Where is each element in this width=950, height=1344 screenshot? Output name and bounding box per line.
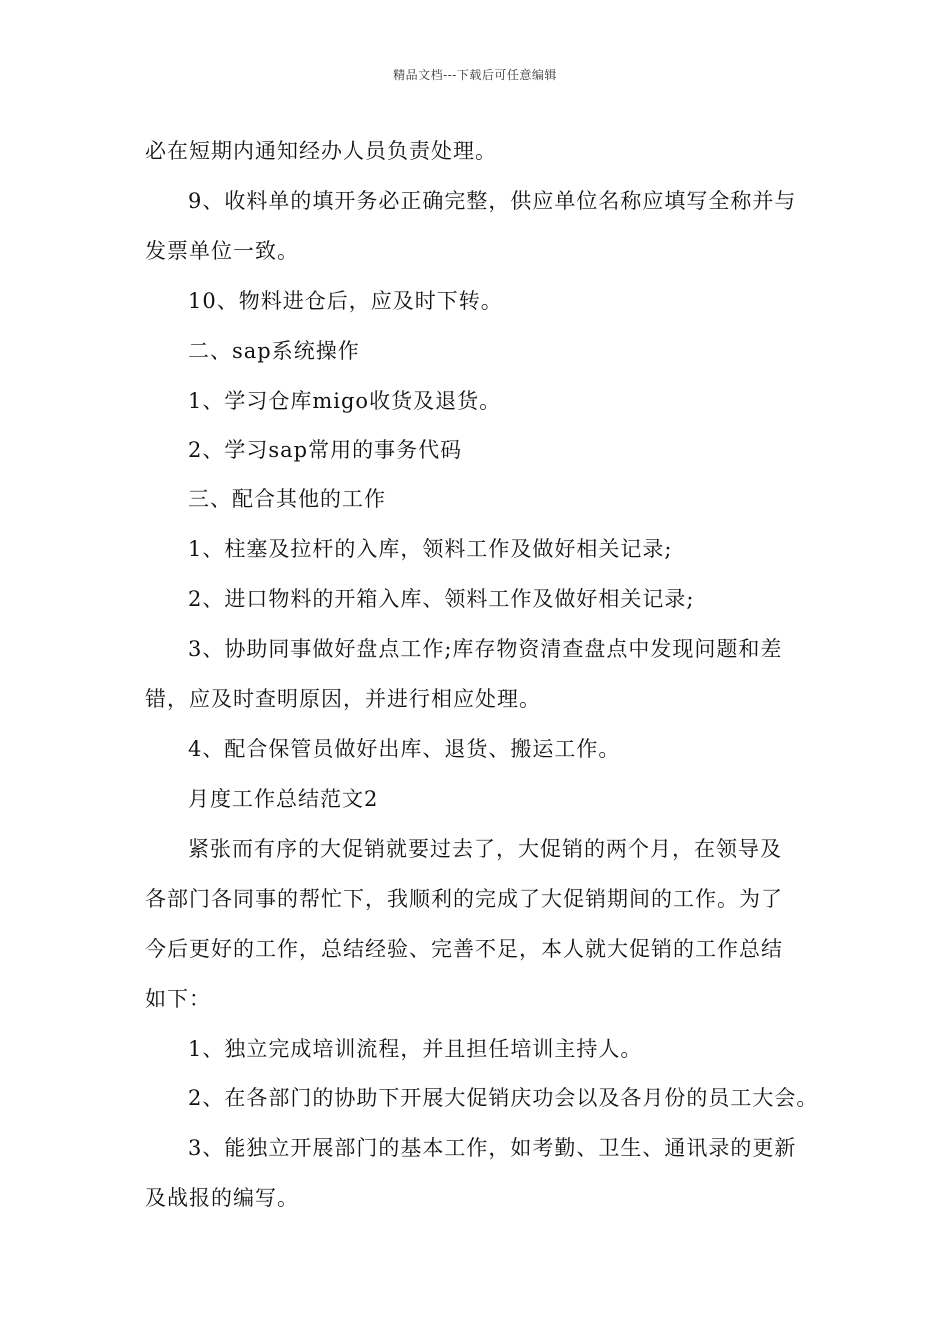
paragraph-line: 3、能独立开展部门的基本工作，如考勤、卫生、通讯录的更新 xyxy=(188,1136,797,1160)
paragraph-line: 紧张而有序的大促销就要过去了，大促销的两个月，在领导及 xyxy=(188,837,782,861)
section-heading: 二、sap系统操作 xyxy=(188,339,360,363)
section-heading: 三、配合其他的工作 xyxy=(188,487,386,511)
paragraph-line: 各部门各同事的帮忙下，我顺利的完成了大促销期间的工作。为了 xyxy=(145,887,783,911)
paragraph-line: 错，应及时查明原因，并进行相应处理。 xyxy=(145,687,541,711)
paragraph-line: 1、柱塞及拉杆的入库，领料工作及做好相关记录; xyxy=(188,537,673,561)
paragraph-line: 4、配合保管员做好出库、退货、搬运工作。 xyxy=(188,737,621,761)
paragraph-line: 3、协助同事做好盘点工作;库存物资清查盘点中发现问题和差 xyxy=(188,637,783,661)
page-header: 精品文档---下载后可任意编辑 xyxy=(393,68,557,82)
paragraph-line: 必在短期内通知经办人员负责处理。 xyxy=(145,139,497,163)
paragraph-line: 9、收料单的填开务必正确完整，供应单位名称应填写全称并与 xyxy=(188,189,797,213)
paragraph-line: 2、在各部门的协助下开展大促销庆功会以及各月份的员工大会。 xyxy=(188,1086,819,1110)
paragraph-line: 今后更好的工作，总结经验、完善不足，本人就大促销的工作总结 xyxy=(145,937,783,961)
paragraph-line: 2、进口物料的开箱入库、领料工作及做好相关记录; xyxy=(188,587,695,611)
article-title: 月度工作总结范文2 xyxy=(188,787,379,811)
paragraph-line: 10、物料进仓后，应及时下转。 xyxy=(188,289,503,313)
paragraph-line: 2、学习sap常用的事务代码 xyxy=(188,438,463,462)
paragraph-line: 1、独立完成培训流程，并且担任培训主持人。 xyxy=(188,1037,643,1061)
paragraph-line: 及战报的编写。 xyxy=(145,1186,299,1210)
paragraph-line: 发票单位一致。 xyxy=(145,239,299,263)
paragraph-line: 1、学习仓库migo收货及退货。 xyxy=(188,389,502,413)
paragraph-line: 如下： xyxy=(145,987,211,1011)
